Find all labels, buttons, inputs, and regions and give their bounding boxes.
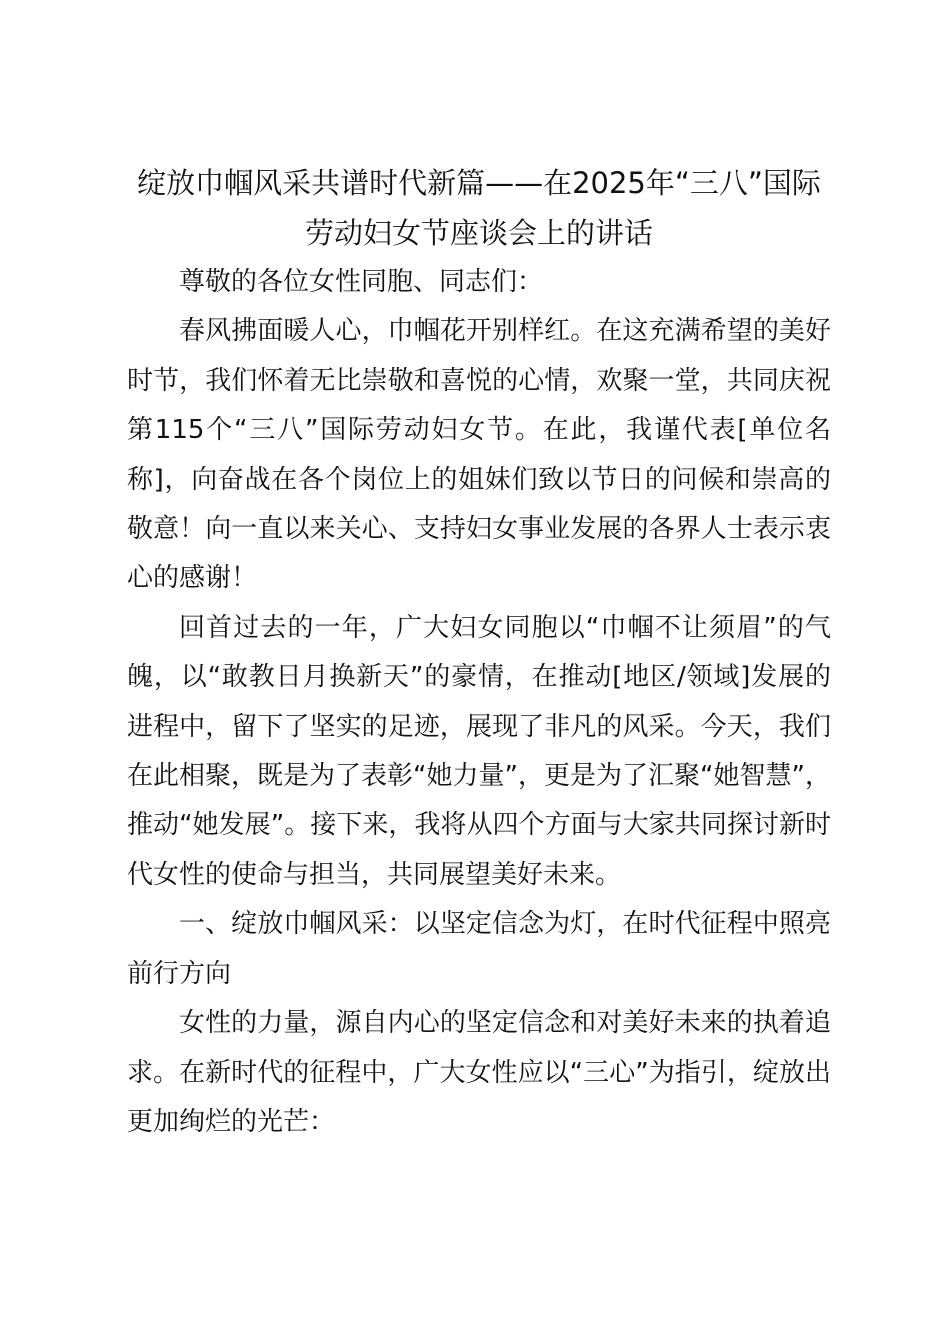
section-paragraph-1: 女性的力量，源自内心的坚定信念和对美好未来的执着追求。在新时代的征程中，广大女性应以“三心”为指引，绽放出更加绚烂的光芒：	[127, 1008, 831, 1137]
paragraph-review: 回首过去的一年，广大妇女同胞以“巾帼不让须眉”的气魄，以“敢教日月换新天”的豪情，在推动[地区/领域]发展的进程中，留下了坚实的足迹，展现了非凡的风采。今天，我们在此相聚，既是为了表彰“她力量”，更是为了汇聚“她智慧”，推动“她发展”。接下来，我将从四个方面与大家共同探讨新时代女性的使命与担当，共同展望美好未来。	[127, 612, 831, 890]
paragraph-opening: 春风拂面暖人心，巾帼花开别样红。在这充满希望的美好时节，我们怀着无比崇敬和喜悦的心情，欢聚一堂，共同庆祝第115个“三八”国际劳动妇女节。在此，我谨代表[单位名称]，向奋战在各个岗位上的姐妹们致以节日的问候和崇高的敬意！向一直以来关心、支持妇女事业发展的各界人士表示衷心的感谢！	[127, 316, 831, 594]
document-title: 绽放巾帼风采共谱时代新篇——在2025年“三八”国际劳动妇女节座谈会上的讲话	[137, 166, 821, 250]
document-page	[127, 158, 831, 1147]
salutation: 尊敬的各位女性同胞、同志们：	[179, 267, 544, 297]
section-heading-1: 一、绽放巾帼风采：以坚定信念为灯，在时代征程中照亮前行方向	[127, 909, 831, 989]
